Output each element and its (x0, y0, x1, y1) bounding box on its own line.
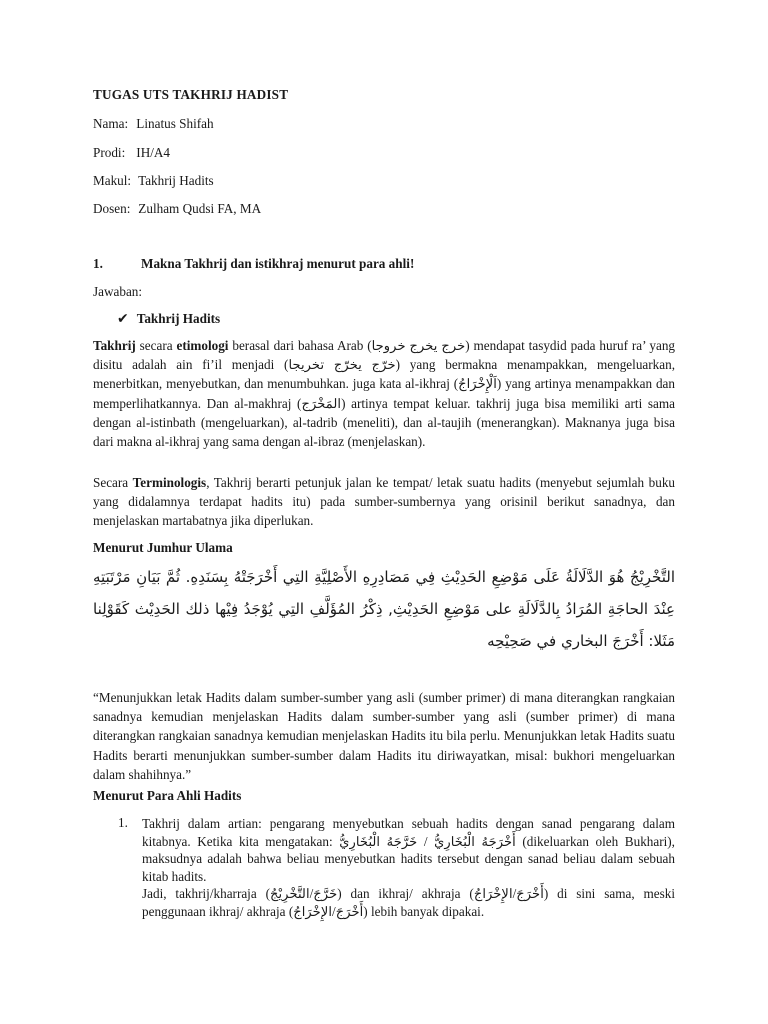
list-item-text-2: Jadi, takhrij/kharraja (خَرَّجَ/التَّخْرِيْجُ) dan ikhraj/ akhraja (أَخْرَجَ/الإِخْرَاجُ) di sini sama, meski penggunaan ikhraj/ akhraja (أَخْرَجَ/الإِخْرَاجُ) lebih banyak dipakai. (142, 886, 675, 919)
jawaban-label: Jawaban: (93, 284, 143, 299)
info-makul (93, 173, 214, 189)
check-heading-text: Takhrij Hadits (136, 311, 221, 326)
info-value: Linatus Shifah (136, 116, 214, 131)
info-label: Makul: (93, 173, 132, 188)
quote-paragraph: “Menunjukkan letak Hadits dalam sumber-sumber yang asli (sumber primer) di mana diterangkan rangkaian sanadnya kemudian menjelaskan Hadits dalam sumber-sumber yang asli (sumber primer) di mana diterangkan rangkaian sanadnya kemudian menjelaskan Hadits itu bila perlu. Menunjukkan letak Hadits suatu Hadits berarti menunjukkan sumber-sumber dalam Hadits itu diriwayatkan, misal: bukhori mengeluarkan dalam shahihnya.” (93, 690, 675, 782)
term-terminologis: Terminologis (132, 475, 207, 490)
info-nama (93, 116, 214, 132)
heading-jumhur-ulama: Menurut Jumhur Ulama (93, 540, 233, 555)
info-label: Prodi: (93, 145, 126, 160)
paragraph-terminologis (93, 473, 675, 531)
question-text: Makna Takhrij dan istikhraj menurut para ahli! (141, 256, 415, 271)
info-prodi (93, 145, 170, 161)
info-value: Takhrij Hadits (138, 173, 214, 188)
info-value: IH/A4 (136, 145, 170, 160)
checkmark-icon: ✔ (117, 311, 129, 327)
text-fragment: secara (135, 338, 177, 353)
text-fragment: Secara (93, 475, 133, 490)
list-item-text: Takhrij dalam artian: pengarang menyebutkan sebuah hadits dengan sanad pengarang dalam kitabnya. Ketika kita mengatakan: أَخْرَجَهُ الْبُخَارِيُّ / خَرَّجَهُ الْبُخَارِيُّ (dikeluarkan oleh Bukhari), maksudnya adalah bahwa beliau menyebutkan hadits tersebut dengan sanad beliau dalam sebuah kitab hadits. (142, 816, 675, 884)
term-etimologi: etimologi (176, 338, 229, 353)
text-fragment: , Takhrij berarti petunjuk jalan ke tempat/ letak suatu hadits (menyebut sejumlah buku yang didalamnya terdapat hadits itu) pada sumber-sumbernya yang orisinil berikut sanadnya, dan menjelaskan martabatnya jika diperlukan. (93, 475, 676, 529)
info-label: Nama: (93, 116, 129, 131)
info-dosen (93, 201, 261, 217)
document-title: TUGAS UTS TAKHRIJ HADIST (93, 87, 289, 102)
check-heading (117, 311, 220, 327)
arabic-definition: التَّخْرِيْجُ هُوَ الدَّلَالَةُ عَلَى مَوْضِعِ الحَدِيْثِ فِي مَصَادِرِهِ الأَصْلِيَّةِ التِي أَخْرَجَتْهُ بِسَنَدِهِ. ثُمَّ بَيَانِ مَرْتَبَتِهِ عِنْدَ الحاجَةِ المُرَادُ بِالدَّلَالَةِ على مَوْضِعِ الحَدِيْثِ, ذِكْرُ المُؤَلَّفِ التِي يُوْجَدُ فِيْها ذلك الحَدِيْث كَقَوْلِنا مَثَلا: أَخْرَجَ البخاري في صَحِيْحِه (93, 568, 675, 650)
heading-para-ahli-hadits: Menurut Para Ahli Hadits (93, 788, 242, 803)
info-value: Zulham Qudsi FA, MA (138, 201, 262, 216)
paragraph-etimologi (93, 336, 675, 451)
question-number: 1. (93, 256, 103, 271)
info-label: Dosen: (93, 201, 131, 216)
list-item (142, 815, 675, 920)
text-fragment: berasal dari bahasa Arab (خرج يخرج خروجا) mendapat tasydid pada huruf ra’ yang disitu adalah ain fi’il menjadi (خرّج يخرّج تخريجا) yang bermakna menampakkan, mengeluarkan, menerbitkan, menyebutkan, dan menumbuhkan. juga kata al-ikhraj (اَلْإِخْرَاجُ) yang artinya menampakkan dan memperlihatkannya. Dan al-makhraj (المَخْرَج) artinya tempat keluar. takhrij juga bisa memiliki arti sama dengan al-istinbath (mengeluarkan), al-tadrib (meneliti), dan al-taujih (menerangkan). Maknanya juga bisa dari makna al-ikhraj yang sama dengan al-ibraz (menjelaskan). (93, 338, 676, 450)
list-item-number: 1. (118, 815, 128, 830)
term-takhrij: Takhrij (93, 338, 136, 353)
